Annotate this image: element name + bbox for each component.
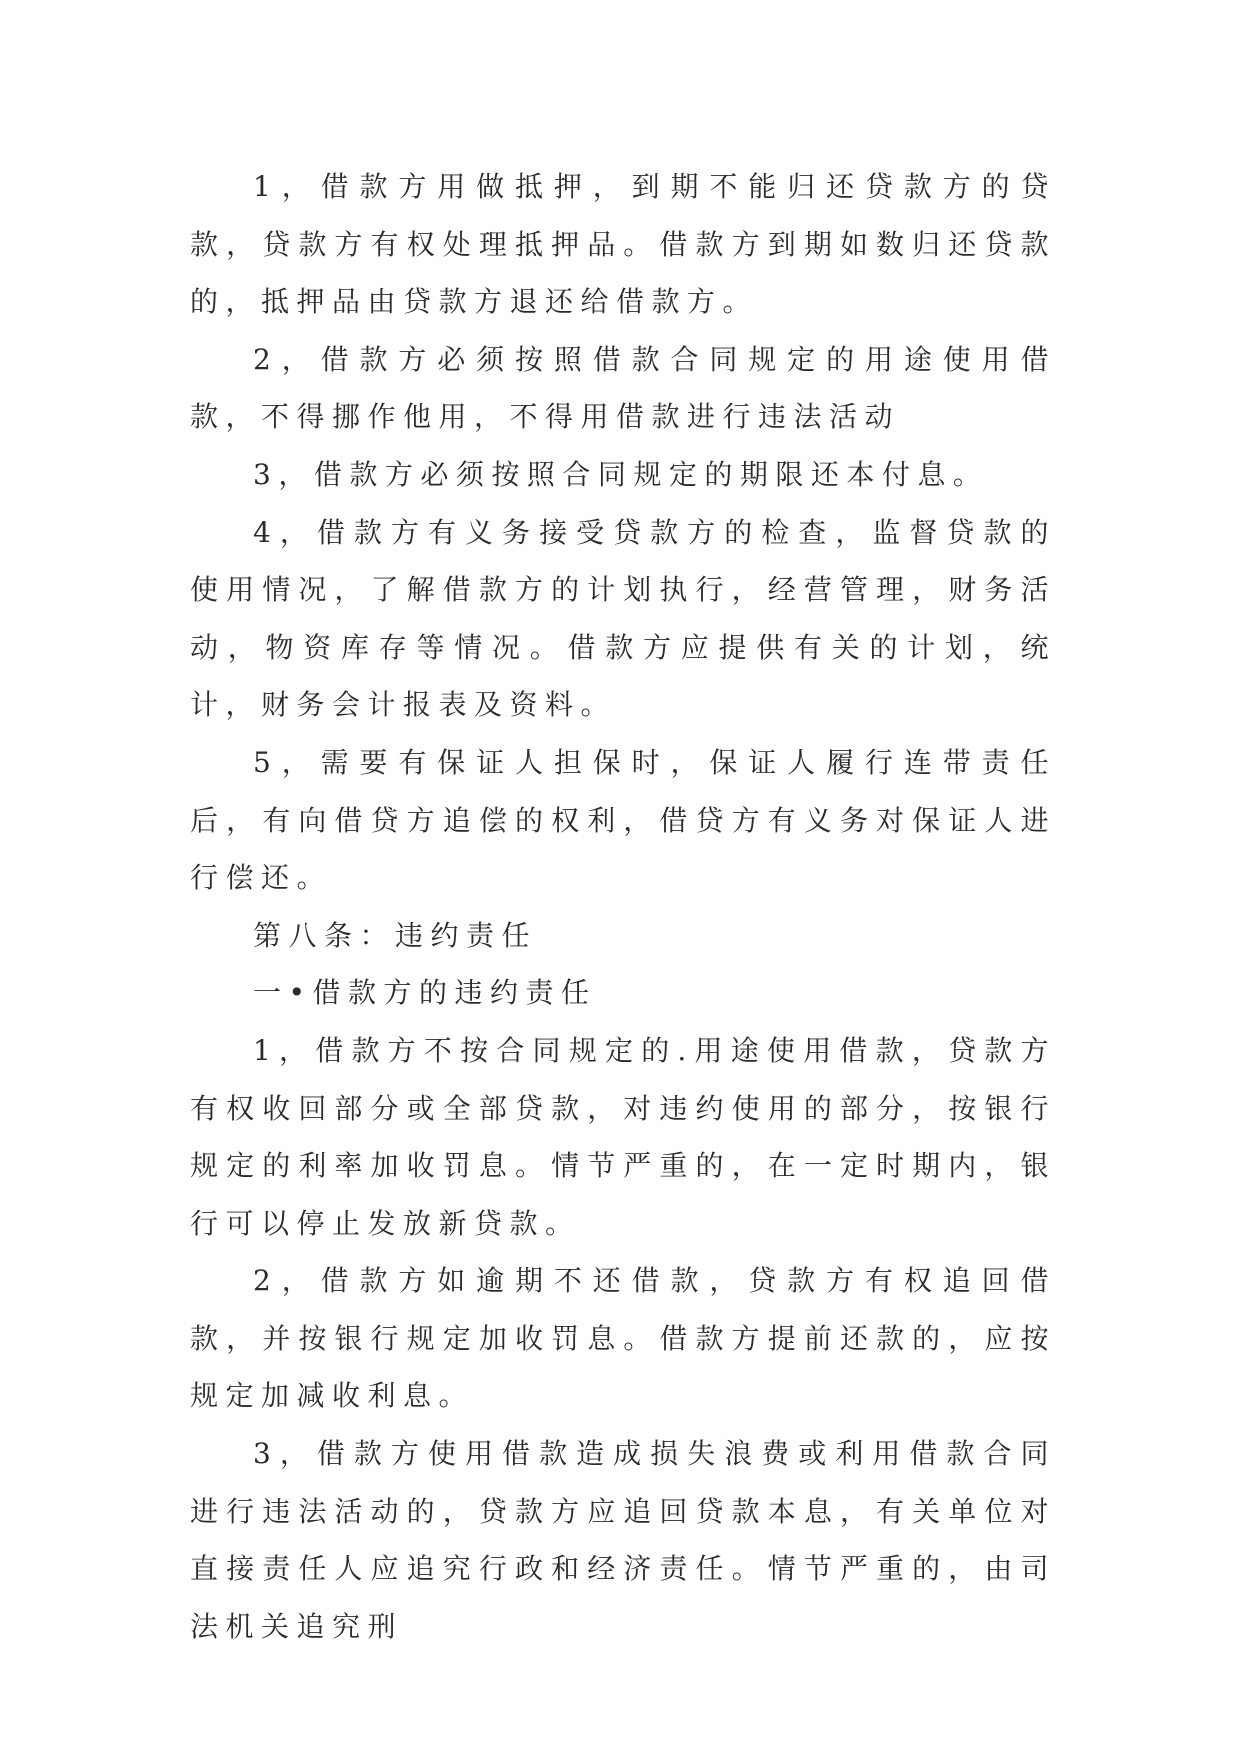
paragraph-collateral-clause: 1，借款方用做抵押，到期不能归还贷款方的贷款，贷款方有权处理抵押品。借款方到期如数归还贷款的，抵押品由贷款方退还给借款方。 xyxy=(190,170,1056,319)
section-heading-article-8: 第八条：违约责任 xyxy=(253,918,538,952)
paragraph-loan-purpose-clause: 2，借款方必须按照借款合同规定的用途使用借款，不得挪作他用，不得用借款进行违法活动 xyxy=(190,342,1056,434)
paragraph-repayment-clause: 3，借款方必须按照合同规定的期限还本付息。 xyxy=(253,457,989,491)
paragraph-overdue-penalty-clause: 2，借款方如逾期不还借款，贷款方有权追回借款，并按银行规定加收罚息。借款方提前还款的，应按规定加减收利息。 xyxy=(190,1264,1056,1413)
document-body xyxy=(190,158,1056,1655)
subsection-heading-borrower-liability: 一•借款方的违约责任 xyxy=(253,976,597,1010)
paragraph-misuse-penalty-clause: 1，借款方不按合同规定的.用途使用借款，贷款方有权收回部分或全部贷款，对违约使用的部分，按银行规定的利率加收罚息。情节严重的，在一定时期内，银行可以停止发放新贷款。 xyxy=(190,1033,1056,1240)
paragraph-illegal-use-clause: 3，借款方使用借款造成损失浪费或利用借款合同进行违法活动的，贷款方应追回贷款本息，有关单位对直接责任人应追究行政和经济责任。情节严重的，由司法机关追究刑 xyxy=(190,1437,1056,1643)
paragraph-guarantor-clause: 5，需要有保证人担保时，保证人履行连带责任后，有向借贷方追偿的权利，借贷方有义务对保证人进行偿还。 xyxy=(190,745,1056,895)
paragraph-inspection-clause: 4，借款方有义务接受贷款方的检查，监督贷款的使用情况，了解借款方的计划执行，经营管理，财务活动，物资库存等情况。借款方应提供有关的计划，统计，财务会计报表及资料。 xyxy=(190,515,1056,722)
